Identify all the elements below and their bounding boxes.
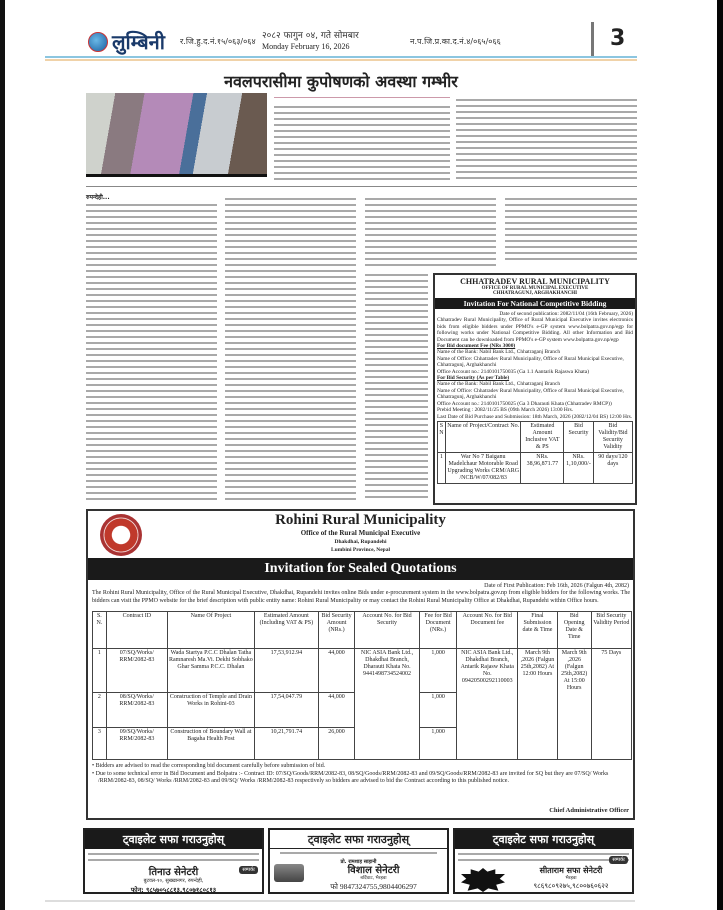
table-cell: S N [438, 421, 446, 452]
table-cell: 07/SQ/Works/ RRM/2082-83 [106, 649, 167, 693]
note-item: • Bidders are advised to read the corresponding bid document carefully before submission of bid. [92, 763, 326, 769]
table-row [93, 649, 632, 693]
date-english: Monday February 16, 2026 [262, 42, 350, 51]
ad-heading: ट्वाइलेट सफा गराउनुहोस् [455, 830, 632, 849]
ad-address: भैरहवा [565, 876, 577, 881]
prebid-meeting: Prebid Meeting : 2082/11/25 BS (09th March 2026) 13:00 Hrs. [437, 407, 574, 414]
table-cell: NIC ASIA Bank Ltd., Dhakdhai Branch, Antarik Rajasw Khata No. 09420500292110003 [457, 649, 518, 760]
globe-icon [88, 32, 108, 52]
table-cell: 75 Days [591, 649, 631, 760]
fee-heading: For Bid document Fee (NRs 3000) [437, 343, 516, 350]
security-line: Name of Office: Chhatradev Rural Municipality, Office of Rural Municipal Executive, Chhatragunj, Arghakhanchi [437, 387, 624, 401]
table-cell: S. N. [93, 612, 107, 649]
ad-heading: ट्वाइलेट सफा गराउनुहोस् [85, 830, 262, 849]
note-text: Due to some technical error in Bid Document and Bolpatra :- Contract ID: 07/SQ/Goods/RRM/2082-83, 08/SQ/Goods/RRM/2082-83 and 09/SQ/Goods/RRM/2082-83 are invited for SQ but they are 07/SQ/ Works /RRM/2082-83, 08/SQ/ Works /RRM/2082-83 and 09/SQ/ Works /RRM/2082-83 respectively so bidders are advised to bid the Contract according to this published notice. [95, 770, 609, 784]
notice-intro: Chhatradev Rural Municipality, Office of Rural Municipal Executive invites electronics bids from eligible bidders under PPMO's e-GP system www.bolpatra.gov.np/egp for following works under National Competitive Bidding. All other Information and Bid Document can be downloaded from PPMO's e-GP system www.bolpatra.gov.np/egp [437, 317, 633, 343]
note-text: Bidders are advised to read the corresponding bid document carefully before submission of bid. [95, 763, 326, 769]
ad-phone: ९८६९८०९२७५,९८००७६०६२२ [533, 882, 609, 890]
ad-vishal-sanitary [268, 828, 449, 894]
table-header [438, 421, 633, 452]
ad-owner: प्रो. रामशाह साहानी [340, 859, 377, 865]
last-date: Last Date of Bid Purchase and Submission: 18th March, 2026 (2082/12/04 BS) 12:00 Hrs. [437, 413, 633, 420]
header-rule [45, 59, 637, 61]
publication-date: Date of First Publication: Feb 16th, 2026 (Falgun 4th, 2082) [484, 583, 629, 589]
table-cell: 26,000 [318, 728, 354, 760]
table-cell: War No 7 Baiganu Madelchaur Motorable Road Upgrading Works CRM/ARG /NCB/W/07/082/83 [445, 452, 520, 483]
table-cell: 1,000 [419, 728, 457, 760]
table-cell: 17,53,912.94 [254, 649, 318, 693]
table-cell: 17,54,047.79 [254, 693, 318, 728]
notice-location: CHHATRAGUNJ, ARGHAKHANCHI [492, 291, 578, 296]
notice-title: Rohini Rural Municipality [275, 512, 446, 528]
notice-address: Lumbini Province, Nepal [330, 547, 391, 553]
table-cell: NIC ASIA Bank Ltd., Dhakdhai Branch, Dharauti Khata No. 9441498734524002 [355, 649, 419, 760]
table-cell: March 9th ,2026 (Falgun 25th,2082) At 15:00 Hours [557, 649, 591, 760]
ad-phone: फोन: ९८५७०५८८१३,९८०७१८०८१३ [130, 886, 217, 894]
ad-business-name: विशाल सेनेटरी [347, 865, 400, 876]
registration-left: र.जि.हु.द.नं.१५/०६३/०६४ [180, 37, 256, 46]
security-heading: For Bid Security (As per Table) [437, 375, 510, 382]
table-cell: 1 [93, 649, 107, 693]
table-cell: Fee for Bid Document (NRs.) [419, 612, 457, 649]
table-cell: March 9th ,2026 (Falgun 25th,2082) At 12:00 Hours [518, 649, 558, 760]
article-column [86, 202, 217, 502]
rohini-notice [86, 509, 635, 820]
header-divider [591, 22, 594, 58]
table-cell: 1,000 [419, 693, 457, 728]
table-cell: Bid Opening Date & Time [557, 612, 591, 649]
ad-address: बुटवल-१०, सुख्खानगर, रुपन्देही, [143, 878, 204, 884]
table-cell: Bid Security [564, 421, 593, 452]
newspaper-logo [88, 28, 165, 55]
header-rule [45, 56, 637, 58]
fee-line: Name of Office: Chhatradev Rural Municipality, Office of Rural Municipal Executive, Chhatragunj, Arghakhanchi [437, 355, 624, 369]
ad-text [280, 850, 437, 858]
byline-rule [274, 97, 450, 98]
table-cell: Final Submission date & Time [518, 612, 558, 649]
table-cell: Construction of Boundary Wall at Bagaha Health Post [167, 728, 254, 760]
note-item: • Due to some technical error in Bid Document and Bolpatra :- Contract ID: 07/SQ/Goods/RRM/2082-83, 08/SQ/Goods/RRM/2082-83 and 09/SQ/Goods/RRM/2082-83 are invited for SQ but they are 07/SQ/ Works /RRM/2082-83, 08/SQ/ Works /RRM/2082-83 and 09/SQ/ Works /RRM/2082-83 respectively so bidders are advised to bid the Contract according to this published notice. [92, 770, 609, 784]
notice-subtitle: OFFICE OF RURAL MUNICIPAL EXECUTIVE [481, 286, 589, 291]
page-number: 3 [610, 26, 626, 51]
starburst-badge [461, 868, 505, 892]
table-cell: 90 days/120 days [593, 452, 632, 483]
article-dateline: रुपन्देही... [86, 194, 110, 201]
table-cell: Account No. for Bid Security [355, 612, 419, 649]
article-column [225, 196, 356, 502]
table-cell: 2 [93, 693, 107, 728]
article-text-block [456, 97, 637, 179]
table-cell: Contract ID [106, 612, 167, 649]
table-cell: 10,21,791.74 [254, 728, 318, 760]
logo-text: लुम्बिनी [112, 30, 165, 54]
table-cell: Construction of Temple and Drain Works in Rohini-03 [167, 693, 254, 728]
table-cell: Wada Startya P.C.C Dhalan Tatha Ramnaresh Ma.Vi. Dekhi Sobhako Ghar Samma P.C.C. Dhalan [167, 649, 254, 693]
signature: Chief Administrative Officer [549, 807, 629, 814]
ad-sitaram-sanitary [453, 828, 634, 894]
table-cell: Bid Security Amount (NRs.) [318, 612, 354, 649]
table-cell: 3 [93, 728, 107, 760]
ad-address: बर्दिघाट, भैरहवा [360, 876, 387, 881]
article-headline: नवलपरासीमा कुपोषणको अवस्था गम्भीर [224, 72, 458, 91]
table-cell: 1,000 [419, 649, 457, 693]
article-column [365, 272, 428, 502]
security-line: Name of the Bank: Nabil Bank Ltd., Chhatraganj Branch [437, 381, 561, 388]
table-cell: Estimated Amount Inclusive VAT & PS [521, 421, 564, 452]
ad-text [458, 851, 629, 865]
ad-business-name: तिनाउ सेनेटरी [148, 867, 199, 878]
table-cell: 09/SQ/Works/ RRM/2082-83 [106, 728, 167, 760]
notice-banner: Invitation For National Competitive Bidding [435, 298, 635, 309]
notice-subtitle: Office of the Rural Municipal Executive [300, 529, 421, 537]
date-nepali: २०८२ फागुन ०४, गते सोमबार [262, 31, 359, 41]
notice-intro: The Rohini Rural Municipality, Office of the Rural Municipal Executive, Dhakdhai, Rupandehi invites online Bids under e-procurement system in the www.bolpatra.gov.np from eligible bidders for the following works. The bidders can visit the PPMO website for the brief description with public entity name: Rohini Rural Municipality or may contact the Rohini Rural Municipality Office at Dhakdhai, Rupandehi within Office hours. [92, 590, 630, 604]
notice-address: Dhakdhai, Rupandehi [334, 539, 387, 545]
table-cell: NRs. 1,10,000/- [564, 452, 593, 483]
chhatradev-notice [433, 273, 637, 505]
notice-title: CHHATRADEV RURAL MUNICIPALITY [460, 277, 610, 286]
table-cell: Name of Project/Contract No. [445, 421, 520, 452]
table-cell: Bid Validity/Bid Security Validity [593, 421, 632, 452]
table-cell: Estimated Amount (Including VAT & PS) [254, 612, 318, 649]
scan-edge-right [717, 0, 723, 910]
ad-heading: ट्वाइलेट सफा गराउनुहोस् [270, 830, 447, 849]
table-cell: 1 [438, 452, 446, 483]
notice-banner: Invitation for Sealed Quotations [88, 558, 633, 580]
ad-phone: फो 9847324755,9804406297 [330, 882, 417, 891]
table-cell: Bid Security Validity Period [591, 612, 631, 649]
article-text-block [274, 104, 450, 180]
article-column [505, 196, 637, 262]
table-cell: 44,000 [318, 693, 354, 728]
contact-label: सम्पर्कः [239, 866, 258, 874]
table-cell: NRs. 38,96,871.77 [521, 452, 564, 483]
ad-business-name: सीताराम सफा सेनेटरी [539, 866, 603, 875]
table-cell: Account No. for Bid Document fee [457, 612, 518, 649]
security-line: Office Account no.: 2140101750025 (Ga 3 Dharauti Khata (Chhatradev RMCP)) [437, 400, 612, 407]
section-divider [86, 186, 637, 187]
article-photo [86, 93, 267, 177]
table-cell: Name Of Project [167, 612, 254, 649]
table-header [93, 612, 632, 649]
article-column [365, 196, 496, 268]
footer-rule [45, 900, 635, 902]
publication-date: Date of second publication: 2082/11/04 (16th February, 2026) [499, 311, 633, 317]
fee-line: Name of the Bank: Nabil Bank Ltd., Chhatraganj Branch [437, 349, 561, 356]
fee-line: Office Account no.: 2140101750035 (Ga 1.1 Aantarik Rajaswa Khata) [437, 368, 589, 375]
contact-label: सम्पर्कः [609, 856, 628, 864]
table-row [438, 452, 633, 483]
table-cell: 44,000 [318, 649, 354, 693]
chhatradev-table [437, 421, 633, 484]
table-cell: 08/SQ/Works/ RRM/2082-83 [106, 693, 167, 728]
tanker-truck-image [274, 864, 304, 882]
ad-tinau-sanitary [83, 828, 264, 894]
ad-text [88, 851, 259, 865]
scan-edge-left [0, 0, 5, 910]
rohini-table [92, 611, 632, 760]
registration-right: न.प.जि.प्र.का.द.नं.४/०६५/०६६ [410, 37, 501, 46]
